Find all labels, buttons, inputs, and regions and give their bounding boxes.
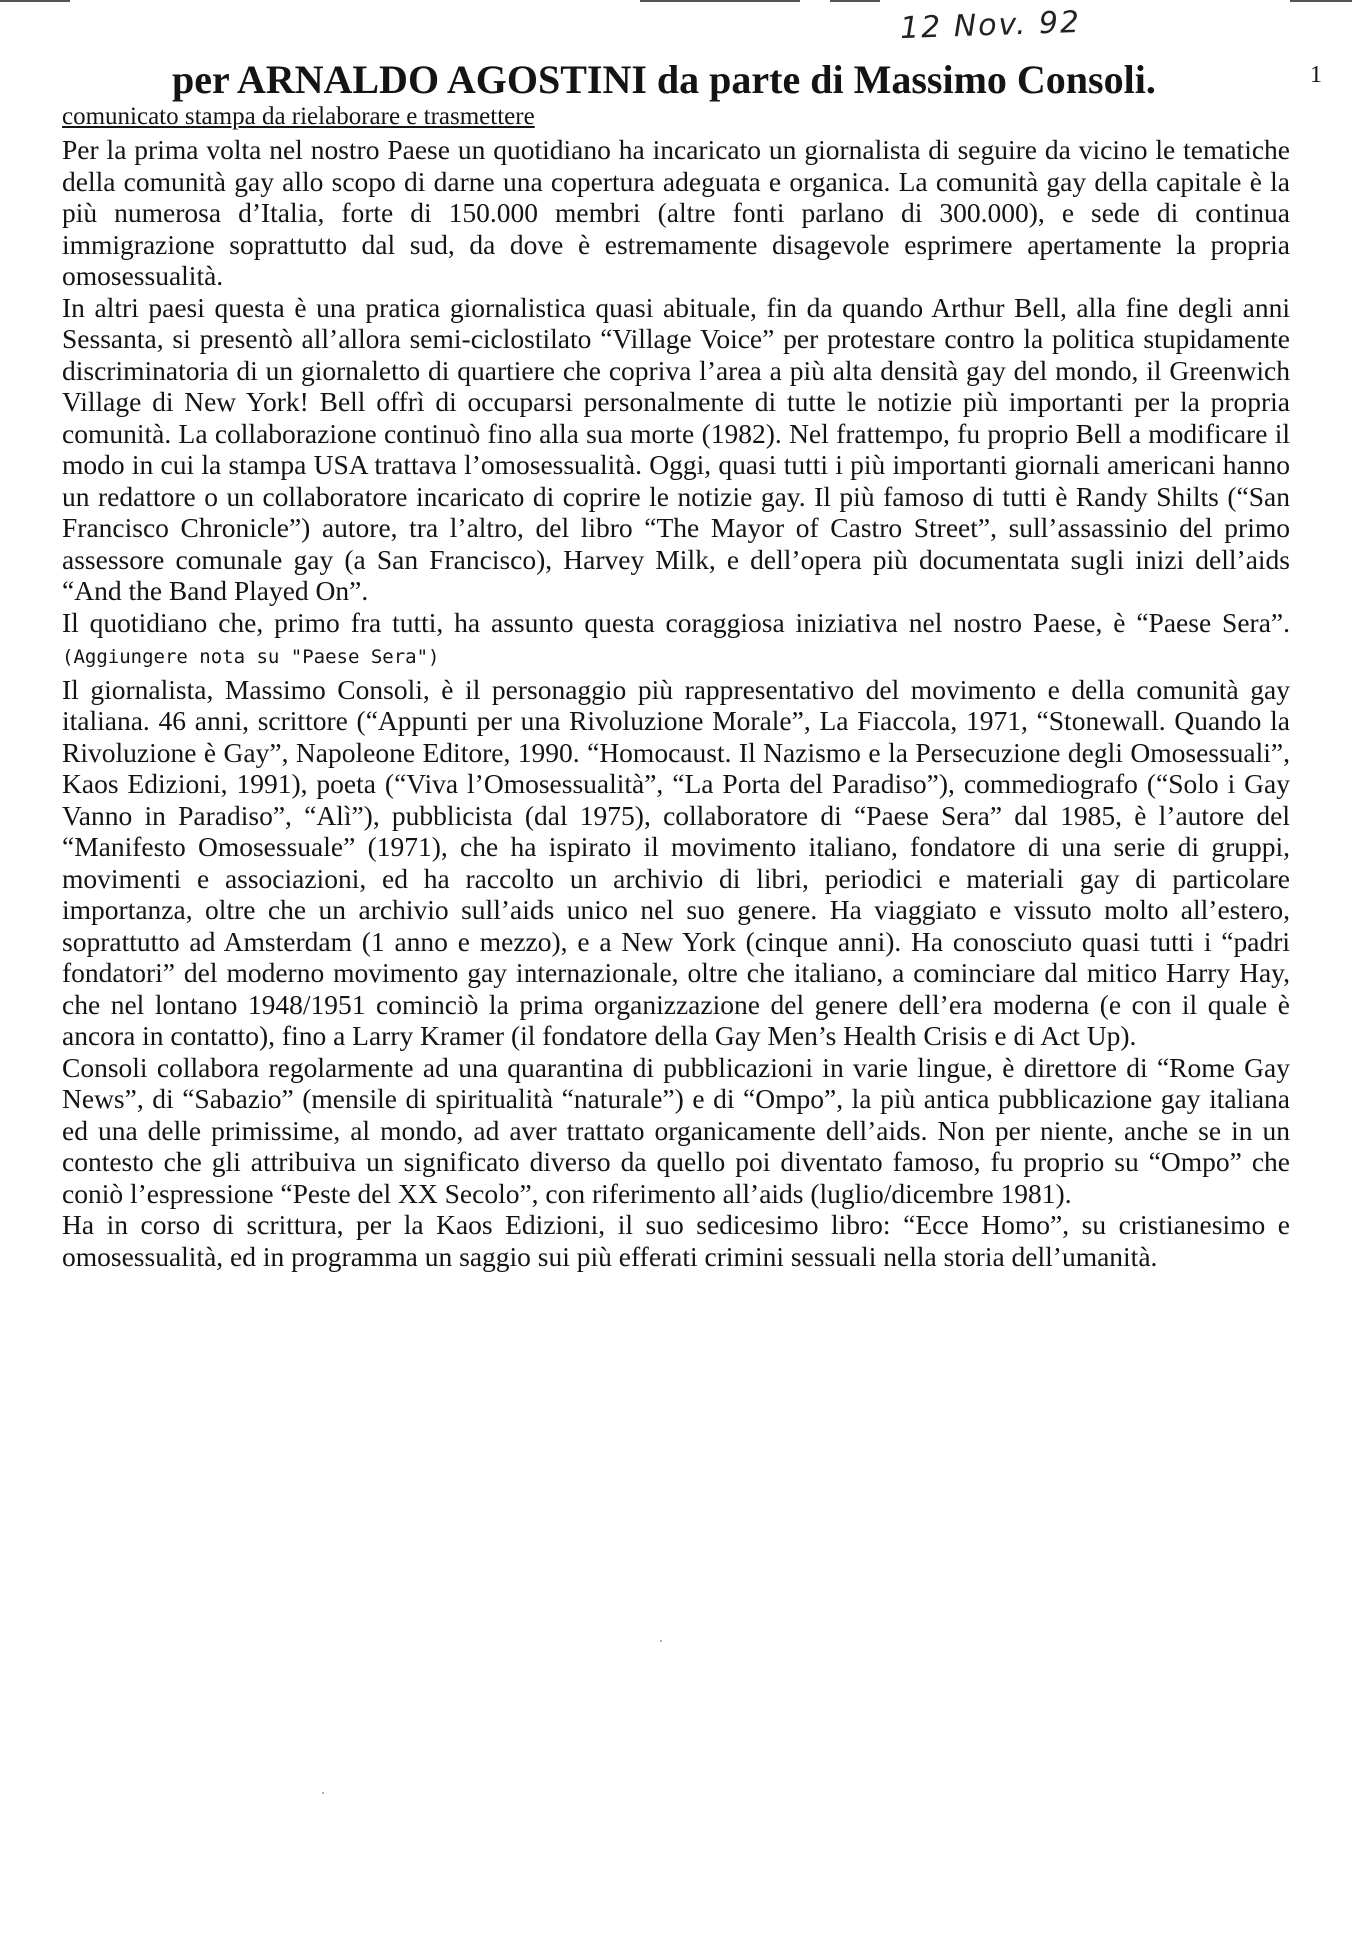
paragraph: Il giornalista, Massimo Consoli, è il personaggio più rappresentativo del movimento e della comunità gay italiana. 46 anni, scrittore (“Appunti per una Rivoluzione Morale”, La Fiaccola, 1971, “Stonewall. Quando la Rivoluzione è Gay”, Napoleone Editore, 1990. “Homocaust. Il Nazismo e la Persecuzione degli Omosessuali”, Kaos Edizioni, 1991), poeta (“Viva l’Omosessualità”, “La Porta del Paradiso”), commediografo (“Solo i Gay Vanno in Paradiso”, “Alì”), pubblicista (dal 1975), collaboratore di “Paese Sera” dal 1985, è l’autore del “Manifesto Omosessuale” (1971), che ha ispirato il movimento italiano, fondatore di una serie di gruppi, movimenti e associazioni, ed ha raccolto un archivio di libri, periodici e materiali gay di particolare importanza, oltre che un archivio sull’aids unico nel suo genere. Ha viaggiato e vissuto molto all’estero, soprattutto ad Amsterdam (1 anno e mezzo), e a New York (cinque anni). Ha conosciuto quasi tutti i “padri fondatori” del moderno movimento gay internazionale, oltre che italiano, a cominciare dal mitico Harry Hay, che nel lontano 1948/1951 cominciò la prima organizzazione del genere dell’era moderna (e con il quale è ancora in contatto), fino a Larry Kramer (il fondatore della Gay Men’s Health Crisis e di Act Up).	[62, 673, 1290, 1051]
scan-speck	[660, 1640, 662, 1642]
scan-edge-line	[640, 0, 800, 2]
paragraph-text: Il quotidiano che, primo fra tutti, ha assunto questa coraggiosa iniziativa nel nostro Paese, è “Paese Sera”.	[62, 606, 1290, 638]
handwritten-date: 12 Nov. 92	[899, 4, 1082, 47]
scan-edge-line	[830, 0, 880, 2]
document-subtitle: comunicato stampa da rielaborare e trasmettere	[62, 103, 535, 130]
document-title: per ARNALDO AGOSTINI da parte di Massimo Consoli.	[172, 57, 1156, 102]
paragraph: Consoli collabora regolarmente ad una quarantina di pubblicazioni in varie lingue, è direttore di “Rome Gay News”, di “Sabazio” (mensile di spiritualità “naturale”) e di “Ompo”, la più antica pubblicazione gay italiana ed una delle primissime, al mondo, ad aver trattato organicamente dell’aids. Non per niente, anche se in un contesto che gli attribuiva un significato diverso da quello poi diventato famoso, fu proprio su “Ompo” che coniò l’espressione “Peste del XX Secolo”, con riferimento all’aids (luglio/dicembre 1981).	[62, 1051, 1290, 1209]
paragraph: Per la prima volta nel nostro Paese un quotidiano ha incaricato un giornalista di seguire da vicino le tematiche della comunità gay allo scopo di darne una copertura adeguata e organica. La comunità gay della capitale è la più numerosa d’Italia, forte di 150.000 membri (altre fonti parlano di 300.000), e sede di continua immigrazione soprattutto dal sud, da dove è estremamente disagevole esprimere apertamente la propria omosessualità.	[62, 134, 1290, 291]
scan-edge-line	[0, 0, 70, 2]
document-body	[62, 134, 1290, 1272]
scan-speck	[322, 1792, 324, 1794]
editor-note: (Aggiungere nota su "Paese Sera")	[62, 646, 440, 668]
scan-edge-line	[1290, 0, 1352, 2]
paragraph	[62, 607, 1290, 674]
paragraph: Ha in corso di scrittura, per la Kaos Edizioni, il suo sedicesimo libro: “Ecce Homo”, su cristianesimo e omosessualità, ed in programma un saggio sui più efferati crimini sessuali nella storia dell’umanità.	[62, 1209, 1290, 1272]
page-number: 1	[1310, 62, 1322, 88]
paragraph: In altri paesi questa è una pratica giornalistica quasi abituale, fin da quando Arthur Bell, alla fine degli anni Sessanta, si presentò all’allora semi-ciclostilato “Village Voice” per protestare contro la politica stupidamente discriminatoria di un giornaletto di quartiere che copriva l’area a più alta densità gay del mondo, il Greenwich Village di New York! Bell offrì di occuparsi personalmente di tutte le notizie più importanti per la propria comunità. La collaborazione continuò fino alla sua morte (1982). Nel frattempo, fu proprio Bell a modificare il modo in cui la stampa USA trattava l’omosessualità. Oggi, quasi tutti i più importanti giornali americani hanno un redattore o un collaboratore incaricato di coprire le notizie gay. Il più famoso di tutti è Randy Shilts (“San Francisco Chronicle”) autore, tra l’altro, del libro “The Mayor of Castro Street”, sull’assassinio del primo assessore comunale gay (a San Francisco), Harvey Milk, e dell’opera più documentata sugli inizi dell’aids “And the Band Played On”.	[62, 291, 1290, 606]
